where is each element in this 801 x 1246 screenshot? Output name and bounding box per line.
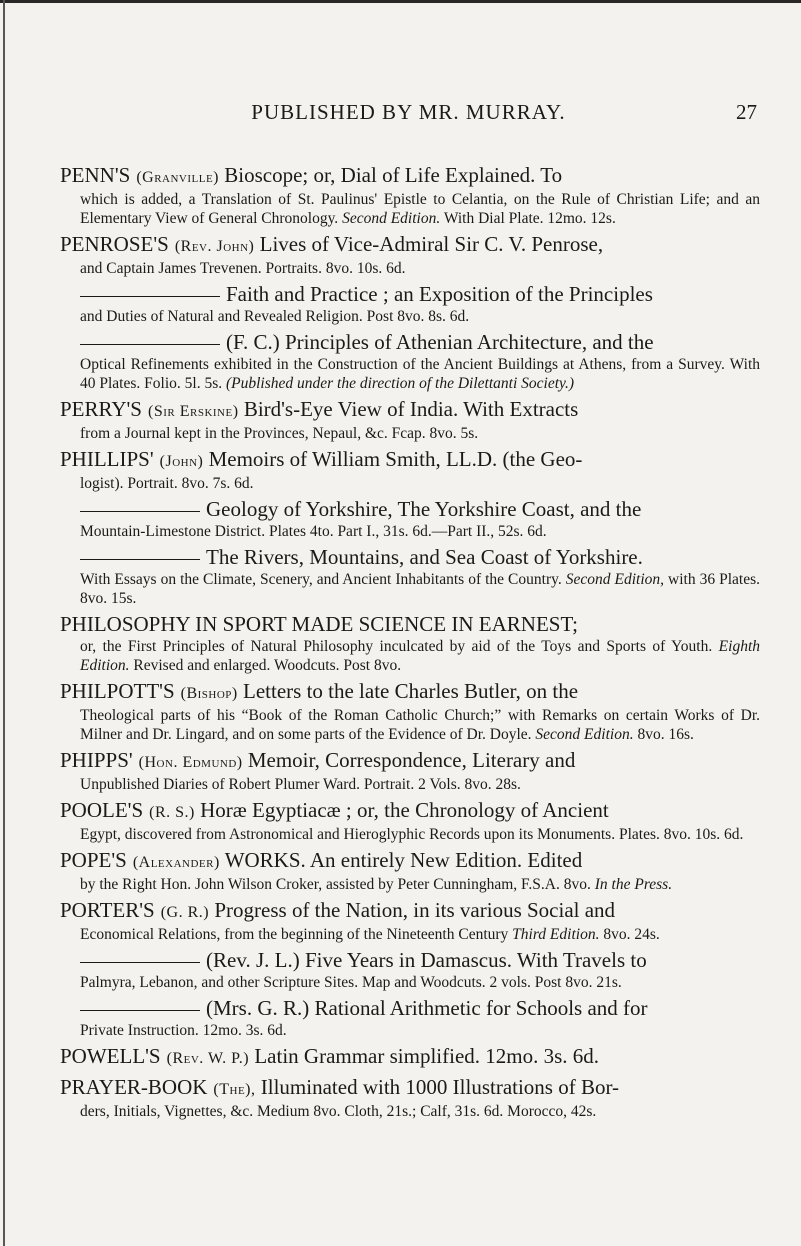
entry-description: Optical Refinements exhibited in the Construction of the Ancient Buildings at Athens, from a Survey. With 40 Plates. Folio. 5l. 5s. bbox=[80, 356, 760, 392]
entry-title: The Rivers, Mountains, and Sea Coast of Yorkshire. bbox=[206, 545, 643, 569]
entry-author-detail: (The), bbox=[213, 1081, 256, 1098]
entry-price: With Dial Plate. 12mo. 12s. bbox=[443, 210, 616, 227]
list-item bbox=[60, 679, 760, 744]
entry-title: Latin Grammar simplified. 12mo. 3s. 6d. bbox=[254, 1044, 600, 1068]
ditto-rule bbox=[80, 344, 220, 345]
entry-title: Memoir, Correspondence, Literary and bbox=[247, 748, 576, 772]
entry-description: by the Right Hon. John Wilson Croker, assisted by Peter Cunningham, F.S.A. 8vo. bbox=[80, 876, 591, 893]
list-item bbox=[60, 798, 760, 844]
list-item bbox=[60, 612, 760, 675]
entry-author-detail: (Bishop) bbox=[180, 685, 238, 702]
entry-title: Bioscope; or, Dial of Life Explained. To bbox=[224, 163, 563, 187]
header-title: PUBLISHED BY MR. MURRAY. bbox=[251, 100, 566, 124]
entry-author-detail: (Sir Erskine) bbox=[148, 403, 239, 420]
entry-author-detail: (Hon. Edmund) bbox=[138, 754, 243, 771]
entry-author-detail: (Rev. W. P.) bbox=[166, 1050, 250, 1067]
entry-description: and Duties of Natural and Revealed Religion. Post 8vo. 8s. 6d. bbox=[80, 308, 470, 325]
list-item bbox=[60, 996, 760, 1040]
entry-author: PRAYER-BOOK bbox=[60, 1075, 208, 1099]
entry-author-detail: (John) bbox=[159, 453, 204, 470]
entry-description: Mountain-Limestone District. Plates 4to. Part I., 31s. 6d.—Part II., 52s. 6d. bbox=[80, 523, 547, 540]
entry-description: which is added, a Translation of St. Paulinus' Epistle to Celantia, on the Rule of Christian Life; and an Elementary View of General Chronology. bbox=[80, 191, 760, 227]
entry-price: with 36 Plates. 8vo. 15s. bbox=[80, 571, 761, 607]
entry-edition: Second Edition. bbox=[535, 726, 634, 743]
entry-description: Theological parts of his “Book of the Roman Catholic Church;” with Remarks on certain Works of Dr. Milner and Dr. Lingard, and on some parts of the Evidence of Dr. Doyle. bbox=[80, 707, 760, 743]
entry-price: Revised and enlarged. Woodcuts. Post 8vo. bbox=[133, 657, 402, 674]
entry-author: PORTER'S bbox=[60, 898, 155, 922]
ditto-rule bbox=[80, 296, 220, 297]
entry-title: Progress of the Nation, in its various Social and bbox=[214, 898, 616, 922]
entry-author: PHILOSOPHY IN SPORT MADE SCIENCE IN EARNEST; bbox=[60, 612, 578, 636]
ditto-rule bbox=[80, 511, 200, 512]
entry-description: Egypt, discovered from Astronomical and Hieroglyphic Records upon its Monuments. Plates. 8vo. 10s. 6d. bbox=[80, 826, 744, 843]
entry-author: PENN'S bbox=[60, 163, 131, 187]
list-item bbox=[60, 1044, 760, 1071]
list-item bbox=[60, 748, 760, 794]
ditto-rule bbox=[80, 962, 200, 963]
entry-edition: Eighth Edition. bbox=[80, 638, 761, 674]
list-item bbox=[60, 447, 760, 493]
list-item bbox=[60, 397, 760, 443]
entry-title: Horæ Egyptiacæ ; or, the Chronology of Ancient bbox=[200, 798, 609, 822]
entry-note: (Published under the direction of the Dilettanti Society.) bbox=[225, 375, 575, 392]
entry-description: and Captain James Trevenen. Portraits. 8vo. 10s. 6d. bbox=[80, 260, 406, 277]
entry-description: from a Journal kept in the Provinces, Nepaul, &c. Fcap. 8vo. 5s. bbox=[80, 425, 479, 442]
entry-author-detail: (Granville) bbox=[136, 169, 220, 186]
entry-title: (Rev. J. L.) Five Years in Damascus. With Travels to bbox=[206, 948, 647, 972]
list-item bbox=[60, 330, 760, 393]
list-item bbox=[60, 497, 760, 541]
entry-description: Economical Relations, from the beginning of the Nineteenth Century bbox=[80, 926, 509, 943]
entry-title: Letters to the late Charles Butler, on the bbox=[243, 679, 579, 703]
entry-author-detail: (G. R.) bbox=[160, 904, 210, 921]
entry-author: PHIPPS' bbox=[60, 748, 133, 772]
list-item bbox=[60, 232, 760, 278]
entry-title: (Mrs. G. R.) Rational Arithmetic for Schools and for bbox=[206, 996, 648, 1020]
entry-edition: Second Edition, bbox=[565, 571, 665, 588]
entry-edition: Second Edition. bbox=[342, 210, 441, 227]
entry-description: Palmyra, Lebanon, and other Scripture Sites. Map and Woodcuts. 2 vols. Post 8vo. 21s. bbox=[80, 974, 622, 991]
entry-edition: Third Edition. bbox=[512, 926, 600, 943]
entry-author-detail: (R. S.) bbox=[149, 804, 195, 821]
catalogue-list bbox=[60, 163, 760, 1125]
entry-description: Unpublished Diaries of Robert Plumer Ward. Portrait. 2 Vols. 8vo. 28s. bbox=[80, 776, 521, 793]
entry-title: Lives of Vice-Admiral Sir C. V. Penrose, bbox=[259, 232, 604, 256]
page-number: 27 bbox=[736, 100, 757, 124]
entry-author: PERRY'S bbox=[60, 397, 142, 421]
entry-author: PENROSE'S bbox=[60, 232, 169, 256]
running-header bbox=[60, 100, 757, 130]
entry-author: PHILPOTT'S bbox=[60, 679, 175, 703]
list-item bbox=[60, 163, 760, 228]
entry-author: PHILLIPS' bbox=[60, 447, 154, 471]
entry-author-detail: (Alexander) bbox=[132, 854, 220, 871]
entry-description: or, the First Principles of Natural Philosophy inculcated by aid of the Toys and Sports of Youth. bbox=[80, 638, 713, 655]
ditto-rule bbox=[80, 559, 200, 560]
list-item bbox=[60, 898, 760, 944]
entry-description: ders, Initials, Vignettes, &c. Medium 8vo. Cloth, 21s.; Calf, 31s. 6d. Morocco, 42s. bbox=[80, 1103, 597, 1120]
entry-price: 8vo. 24s. bbox=[603, 926, 660, 943]
list-item bbox=[60, 545, 760, 608]
entry-title: Memoirs of William Smith, LL.D. (the Geo- bbox=[208, 447, 583, 471]
entry-description: logist). Portrait. 8vo. 7s. 6d. bbox=[80, 475, 254, 492]
entry-author-detail: (Rev. John) bbox=[174, 238, 255, 255]
entry-description: With Essays on the Climate, Scenery, and Ancient Inhabitants of the Country. bbox=[80, 571, 562, 588]
entry-title: WORKS. An entirely New Edition. Edited bbox=[224, 848, 583, 872]
list-item bbox=[60, 1075, 760, 1121]
entry-author: POPE'S bbox=[60, 848, 127, 872]
page-edge bbox=[3, 0, 5, 1246]
entry-note: In the Press. bbox=[594, 876, 673, 893]
entry-title: Faith and Practice ; an Exposition of the Principles bbox=[226, 282, 653, 306]
list-item bbox=[60, 948, 760, 992]
entry-author: POOLE'S bbox=[60, 798, 144, 822]
entry-author: POWELL'S bbox=[60, 1044, 161, 1068]
entry-title: Illuminated with 1000 Illustrations of Bor- bbox=[260, 1075, 620, 1099]
ditto-rule bbox=[80, 1010, 200, 1011]
list-item bbox=[60, 282, 760, 326]
entry-description: Private Instruction. 12mo. 3s. 6d. bbox=[80, 1022, 287, 1039]
top-rule bbox=[0, 0, 801, 3]
entry-price: 8vo. 16s. bbox=[637, 726, 694, 743]
list-item bbox=[60, 848, 760, 894]
entry-title: (F. C.) Principles of Athenian Architecture, and the bbox=[226, 330, 654, 354]
entry-title: Geology of Yorkshire, The Yorkshire Coast, and the bbox=[206, 497, 642, 521]
entry-title: Bird's-Eye View of India. With Extracts bbox=[243, 397, 579, 421]
